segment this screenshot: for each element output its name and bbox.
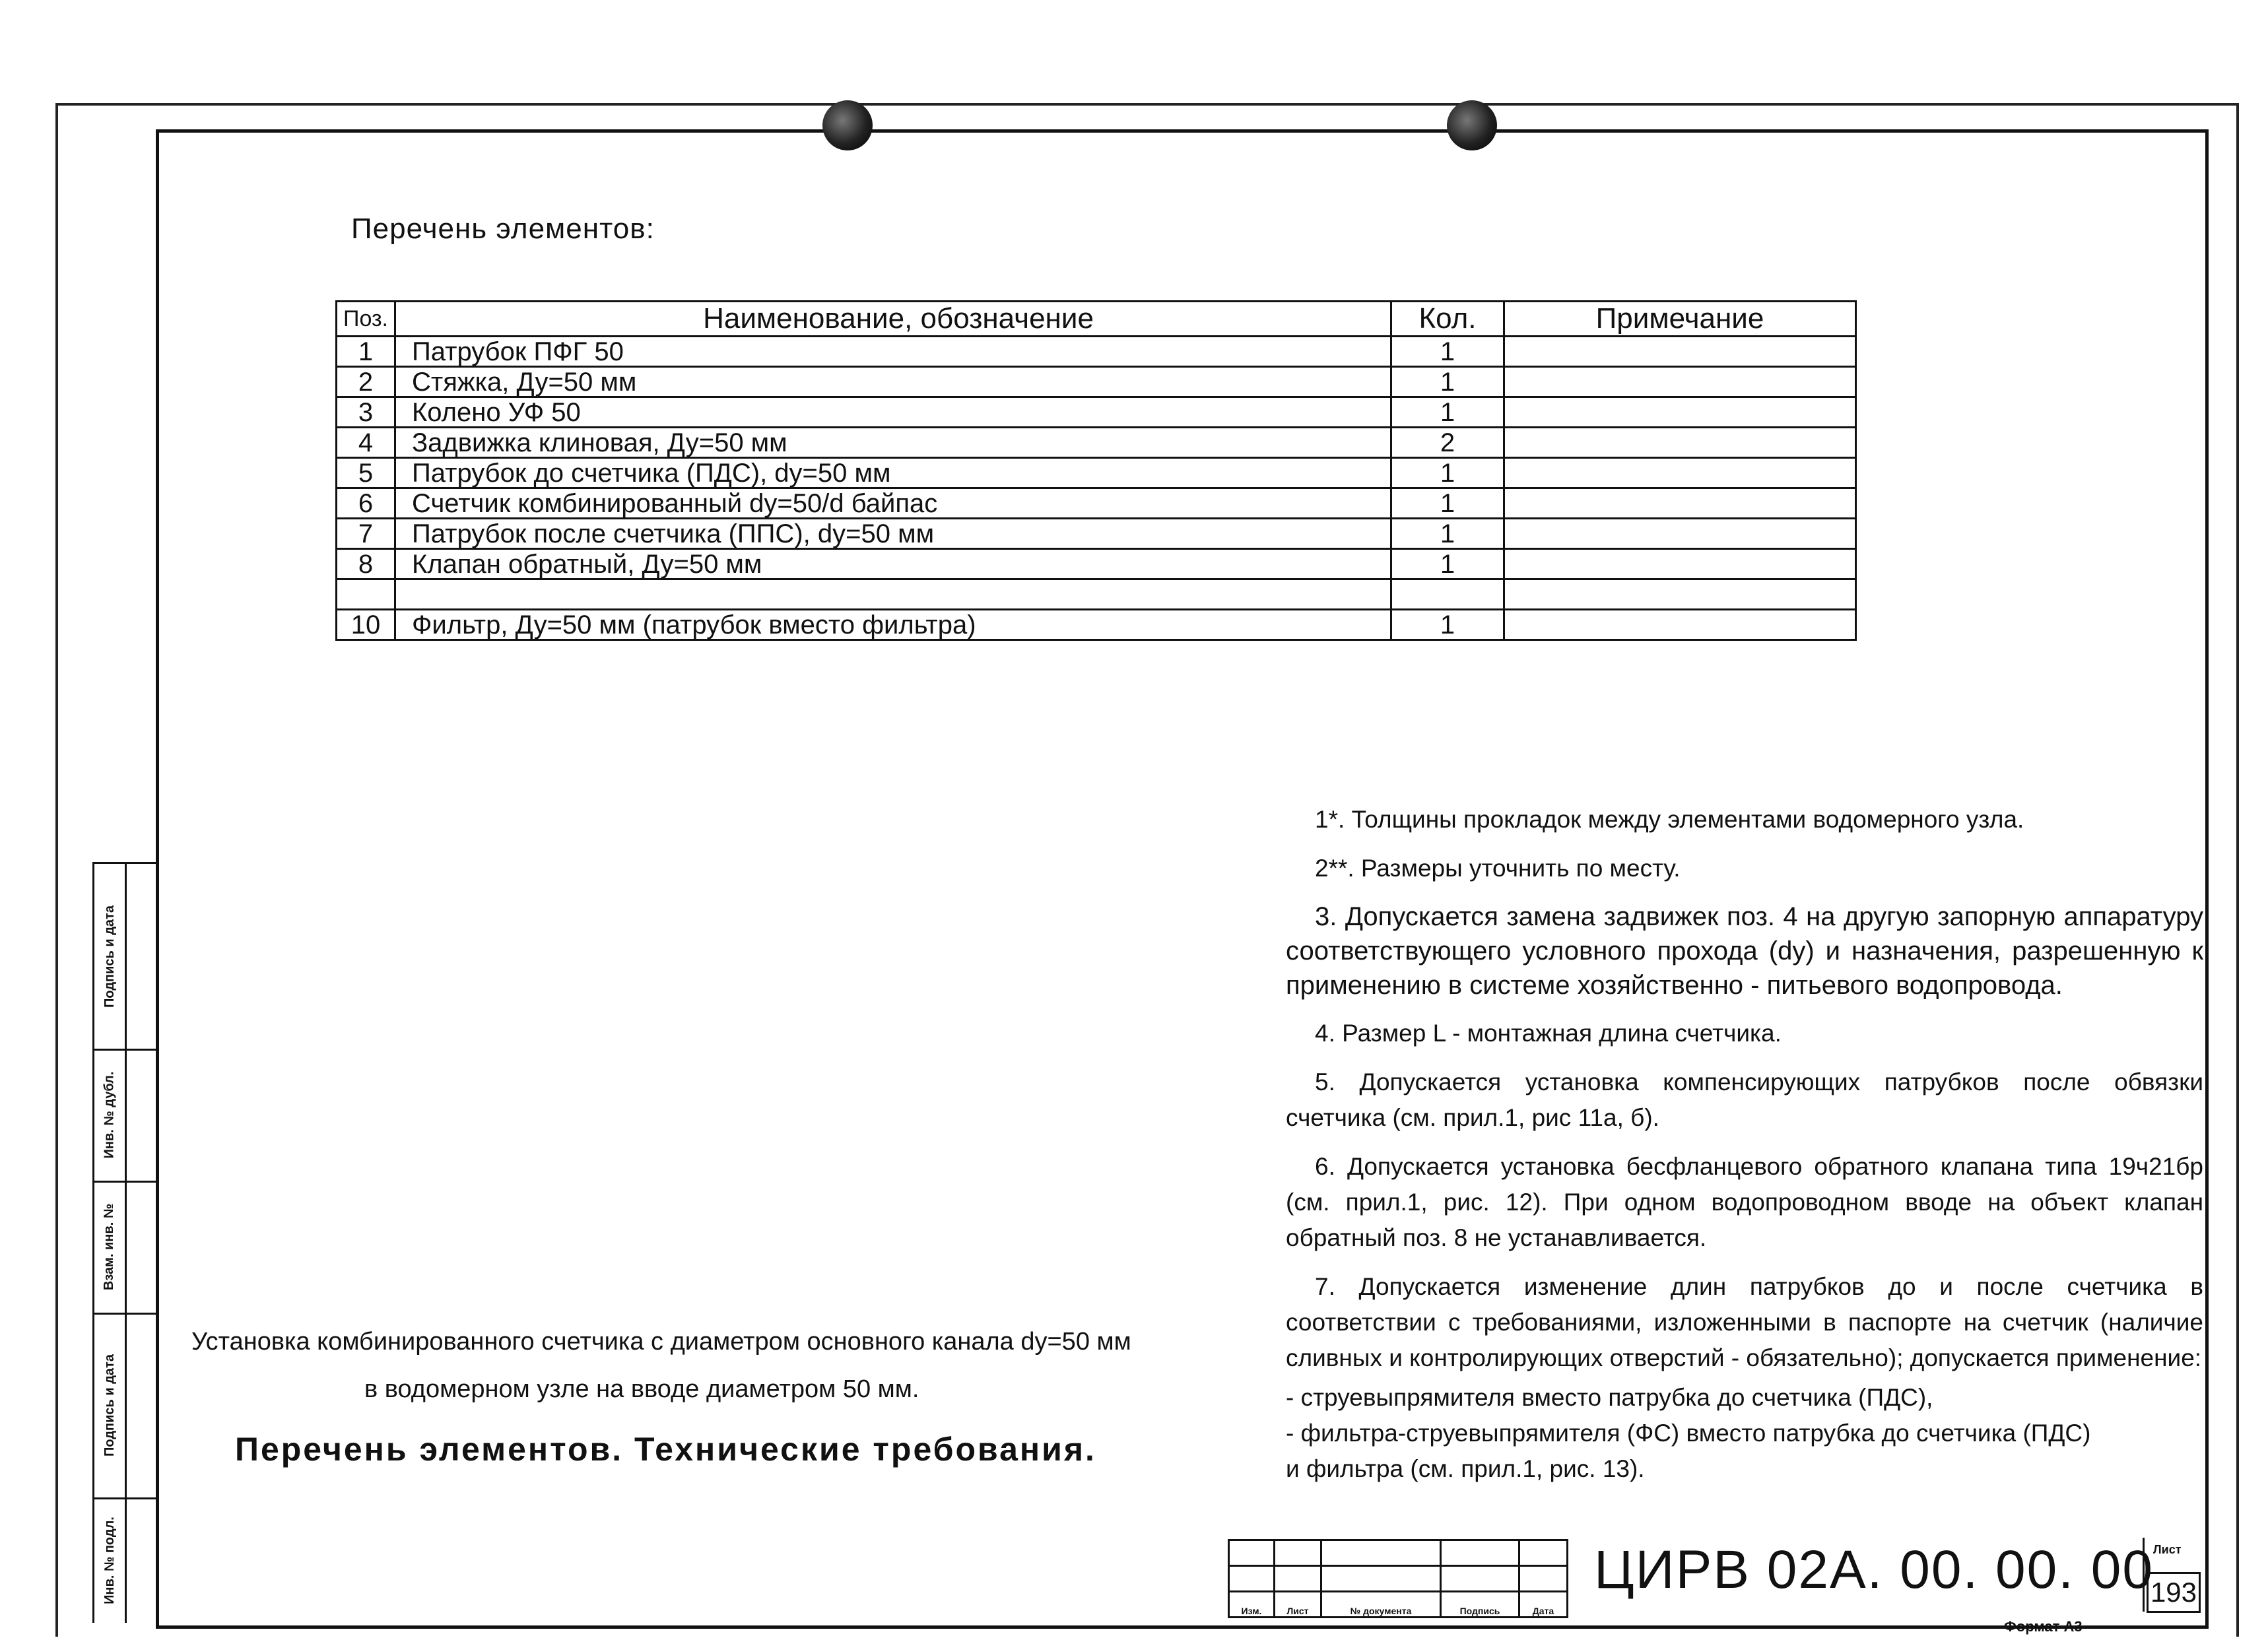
note-1: 1*. Толщины прокладок между элементами водомерного узла. xyxy=(1315,806,2024,833)
cell-name: Счетчик комбинированный dy=50/d байпас xyxy=(395,488,1391,519)
cell-name: Стяжка, Ду=50 мм xyxy=(395,367,1391,397)
side-label: Подпись и дата xyxy=(102,1354,117,1457)
cell-pos: 3 xyxy=(337,397,395,428)
stamp-doc-no: № документа xyxy=(1321,1592,1441,1618)
caption-line-1: Установка комбинированного счетчика с диаметром основного канала dy=50 мм xyxy=(191,1328,1131,1356)
cell-pos xyxy=(337,579,395,610)
header-pos: Поз. xyxy=(337,302,395,337)
table-row xyxy=(337,337,1856,367)
revision-stamp-grid xyxy=(1228,1539,1568,1618)
header-note: Примечание xyxy=(1504,302,1856,337)
side-cell-inv-podl xyxy=(94,1497,156,1623)
cell-qty: 1 xyxy=(1391,367,1504,397)
cell-note xyxy=(1504,549,1856,579)
table-row xyxy=(337,610,1856,640)
cell-name xyxy=(395,579,1391,610)
stamp-date: Дата xyxy=(1519,1592,1568,1618)
cell-note xyxy=(1504,458,1856,488)
stamp-izm: Изм. xyxy=(1229,1592,1275,1618)
table-header-row xyxy=(337,302,1856,337)
cell-qty: 1 xyxy=(1391,519,1504,549)
table-row xyxy=(337,579,1856,610)
table-row xyxy=(337,519,1856,549)
stamp-signature: Подпись xyxy=(1441,1592,1519,1618)
side-cell-signature-date-1 xyxy=(94,864,156,1051)
table-row xyxy=(337,367,1856,397)
note-7-item-a: - струевыпрямителя вместо патрубка до счетчика (ПДС), xyxy=(1286,1384,1933,1411)
side-cell-inv-dubl xyxy=(94,1049,156,1183)
cell-name: Задвижка клиновая, Ду=50 мм xyxy=(395,428,1391,458)
cell-qty: 2 xyxy=(1391,428,1504,458)
cell-qty: 1 xyxy=(1391,397,1504,428)
cell-note xyxy=(1504,519,1856,549)
stamp-list: Лист xyxy=(1275,1592,1321,1618)
cell-qty: 1 xyxy=(1391,337,1504,367)
cell-qty: 1 xyxy=(1391,610,1504,640)
cell-pos: 7 xyxy=(337,519,395,549)
cell-qty xyxy=(1391,579,1504,610)
cell-pos: 8 xyxy=(337,549,395,579)
note-4: 4. Размер L - монтажная длина счетчика. xyxy=(1315,1020,1782,1047)
side-cell-vzam-inv xyxy=(94,1181,156,1315)
sheet-label: Лист xyxy=(2153,1543,2182,1556)
note-7-item-b: - фильтра-струевыпрямителя (ФС) вместо патрубка до счетчика (ПДС) xyxy=(1286,1420,2091,1447)
table-row xyxy=(337,397,1856,428)
cell-note xyxy=(1504,367,1856,397)
note-7-item-c: и фильтра (см. прил.1, рис. 13). xyxy=(1286,1455,1645,1482)
header-name: Наименование, обозначение xyxy=(395,302,1391,337)
cell-name: Колено УФ 50 xyxy=(395,397,1391,428)
cell-note xyxy=(1504,579,1856,610)
side-label: Инв. № подл. xyxy=(102,1516,117,1604)
cell-note xyxy=(1504,610,1856,640)
side-label: Инв. № дубл. xyxy=(102,1071,117,1158)
side-label: Взам. инв. № xyxy=(102,1203,117,1290)
cell-note xyxy=(1504,397,1856,428)
table-row xyxy=(337,428,1856,458)
cell-name: Фильтр, Ду=50 мм (патрубок вместо фильтра) xyxy=(395,610,1391,640)
cell-qty: 1 xyxy=(1391,549,1504,579)
cell-pos: 5 xyxy=(337,458,395,488)
technical-requirements xyxy=(1286,802,2203,1487)
note-7: 7. Допускается изменение длин патрубков до и после счетчика в соответствии с требованиями, изложенными в паспорте на счетчик (наличие сливных и контролирующих отверстий - обязательно); допускается применение: xyxy=(1286,1273,2203,1371)
sheet-title: Перечень элементов. Технические требования. xyxy=(235,1431,1096,1468)
binder-hole-left xyxy=(822,100,873,150)
table-row xyxy=(337,488,1856,519)
document-code: ЦИРВ 02А. 00. 00. 00 xyxy=(1594,1540,2154,1600)
cell-name: Клапан обратный, Ду=50 мм xyxy=(395,549,1391,579)
binder-hole-right xyxy=(1447,100,1497,150)
cell-note xyxy=(1504,488,1856,519)
table-row xyxy=(337,458,1856,488)
cell-note xyxy=(1504,337,1856,367)
side-label: Подпись и дата xyxy=(102,905,117,1008)
elements-table xyxy=(335,300,1857,641)
header-qty: Кол. xyxy=(1391,302,1504,337)
note-6: 6. Допускается установка бесфланцевого обратного клапана типа 19ч21бр (см. прил.1, рис. 12). При одном водопроводном вводе на объект клапан обратный поз. 8 не устанавливается. xyxy=(1286,1153,2203,1251)
table-row xyxy=(337,549,1856,579)
cell-name: Патрубок ПФГ 50 xyxy=(395,337,1391,367)
cell-pos: 6 xyxy=(337,488,395,519)
side-stamp-strip xyxy=(92,862,156,1623)
note-3: 3. Допускается замена задвижек поз. 4 на другую запорную аппаратуру соответствующего условного прохода (dy) и назначения, разрешенную к применению в системе хозяйственно - питьевого водопровода. xyxy=(1286,902,2203,1000)
cell-name: Патрубок до счетчика (ПДС), dy=50 мм xyxy=(395,458,1391,488)
side-cell-signature-date-2 xyxy=(94,1313,156,1499)
elements-list-heading: Перечень элементов: xyxy=(351,213,655,245)
format-label: Формат А3 xyxy=(2004,1618,2083,1635)
cell-pos: 4 xyxy=(337,428,395,458)
cell-name: Патрубок после счетчика (ППС), dy=50 мм xyxy=(395,519,1391,549)
cell-pos: 10 xyxy=(337,610,395,640)
note-2: 2**. Размеры уточнить по месту. xyxy=(1315,855,1681,882)
cell-pos: 2 xyxy=(337,367,395,397)
cell-note xyxy=(1504,428,1856,458)
note-5: 5. Допускается установка компенсирующих патрубков после обвязки счетчика (см. прил.1, рис 11а, б). xyxy=(1286,1068,2203,1131)
cell-qty: 1 xyxy=(1391,458,1504,488)
caption-line-2: в водомерном узле на вводе диаметром 50 мм. xyxy=(364,1375,919,1403)
cell-qty: 1 xyxy=(1391,488,1504,519)
sheet-number: 193 xyxy=(2147,1572,2201,1613)
cell-pos: 1 xyxy=(337,337,395,367)
